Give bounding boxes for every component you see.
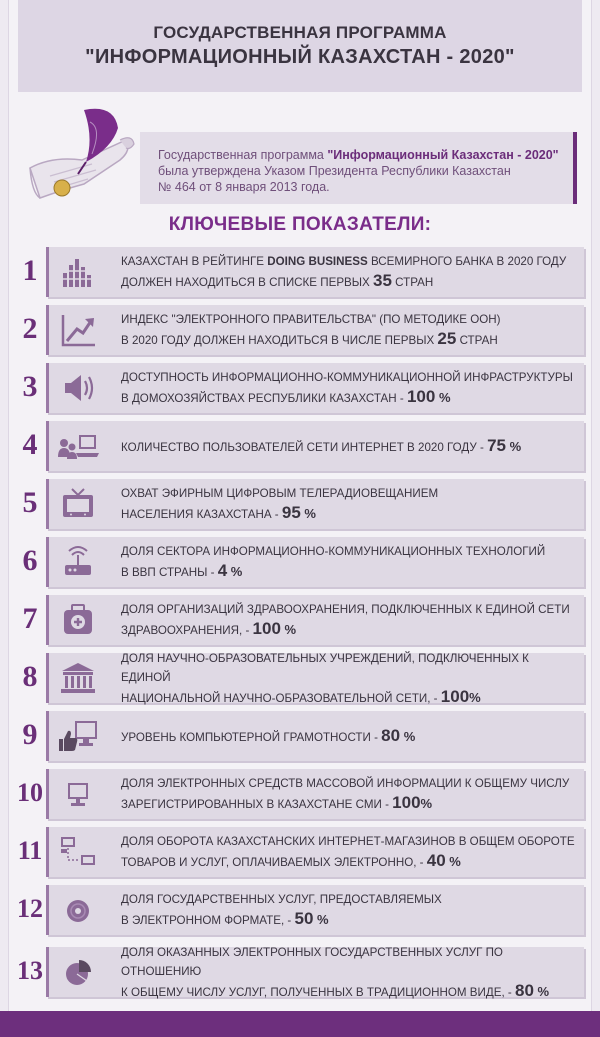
footer-band	[0, 1011, 600, 1037]
router-icon	[57, 543, 99, 581]
indicator-row	[0, 359, 600, 415]
intro-program-name: "Информационный Казахстан - 2020"	[327, 148, 559, 162]
indicator-row	[0, 417, 600, 473]
indicator-value: 25	[437, 329, 457, 348]
indicator-line1: ДОСТУПНОСТЬ ИНФОРМАЦИОННО-КОММУНИКАЦИОННОЙ ИНФРАСТРУКТУРЫ	[121, 371, 573, 384]
indicator-value: 40	[426, 851, 446, 870]
indicator-value: 80	[514, 980, 534, 1000]
indicator-line1: КАЗАХСТАН В РЕЙТИНГЕ	[121, 255, 268, 268]
indicator-text	[121, 363, 581, 413]
indicator-text	[121, 827, 581, 877]
indicator-row	[0, 243, 600, 299]
users-laptop-icon	[57, 427, 99, 465]
indicator-value: 100	[252, 619, 281, 638]
indicator-number: 10	[17, 778, 43, 807]
indicator-text	[121, 769, 581, 819]
indicator-row	[0, 475, 600, 531]
indicator-box	[46, 769, 584, 819]
indicator-box	[46, 247, 584, 297]
indicator-value: 80	[381, 725, 401, 745]
intro-line2: была утверждена Указом Президента Республики Казахстан	[158, 164, 511, 178]
indicator-unit: %	[313, 912, 329, 927]
indicator-text	[121, 247, 581, 297]
indicator-number: 4	[22, 428, 38, 461]
indicator-row	[0, 881, 600, 937]
indicator-value: 95	[281, 503, 301, 522]
indicator-line1: ДОЛЯ ЭЛЕКТРОННЫХ СРЕДСТВ МАССОВОЙ ИНФОРМАЦИИ К ОБЩЕМУ ЧИСЛУ	[121, 777, 570, 790]
indicator-text	[121, 479, 581, 529]
indicator-row	[0, 943, 600, 999]
indicator-number: 5	[22, 486, 38, 519]
indicator-unit: %	[533, 983, 550, 999]
page-title-line1: ГОСУДАРСТВЕННАЯ ПРОГРАММА	[153, 23, 447, 42]
indicator-number: 3	[22, 370, 38, 403]
indicator-line1: ДОЛЯ ГОСУДАРСТВЕННЫХ УСЛУГ, ПРЕДОСТАВЛЯЕМЫХ	[121, 893, 442, 906]
header-banner	[18, 0, 582, 92]
indicator-line1: ДОЛЯ СЕКТОРА ИНФОРМАЦИОННО-КОММУНИКАЦИОННЫХ ТЕХНОЛОГИЙ	[121, 545, 546, 558]
indicator-value: 50	[294, 909, 314, 928]
indicator-text	[121, 537, 581, 587]
page-title-line2: "ИНФОРМАЦИОННЫЙ КАЗАХСТАН - 2020"	[85, 46, 515, 68]
indicator-line2: В 2020 ГОДУ ДОЛЖЕН НАХОДИТЬСЯ В ЧИСЛЕ ПЕРВЫХ	[121, 334, 438, 347]
indicator-number: 8	[22, 660, 38, 693]
indicator-row	[0, 301, 600, 357]
indicator-line2: В ДОМОХОЗЯЙСТВАХ РЕСПУБЛИКИ КАЗАХСТАН -	[121, 392, 407, 405]
indicator-text	[121, 651, 581, 706]
indicator-number: 7	[22, 602, 38, 635]
indicator-box	[46, 595, 584, 645]
indicator-row	[0, 823, 600, 879]
indicator-row	[0, 591, 600, 647]
speaker-icon	[57, 369, 99, 407]
indicator-unit: %	[400, 728, 416, 744]
indicator-box	[46, 945, 584, 1000]
indicator-line1: ДОЛЯ ОРГАНИЗАЦИЙ ЗДРАВООХРАНЕНИЯ, ПОДКЛЮЧЕННЫХ К ЕДИНОЙ СЕТИ	[121, 603, 570, 616]
network-computers-icon	[57, 833, 99, 871]
indicator-row	[0, 533, 600, 589]
quill-scroll-icon	[22, 98, 140, 208]
indicator-line2: В ВВП СТРАНЫ -	[121, 566, 218, 579]
indicator-line2: НАЦИОНАЛЬНОЙ НАУЧНО-ОБРАЗОВАТЕЛЬНОЙ СЕТИ, -	[121, 691, 441, 705]
indicator-line2: ЗДРАВООХРАНЕНИЯ, -	[121, 624, 253, 637]
key-indicators-heading: КЛЮЧЕВЫЕ ПОКАЗАТЕЛИ:	[168, 214, 432, 235]
medical-kit-icon	[57, 601, 99, 639]
trend-arrow-icon	[57, 311, 99, 349]
indicator-unit: %	[469, 689, 481, 705]
indicator-box	[46, 885, 584, 935]
indicator-line1: ДОЛЯ НАУЧНО-ОБРАЗОВАТЕЛЬНЫХ УЧРЕЖДЕНИЙ, ПОДКЛЮЧЕННЫХ К ЕДИНОЙ	[121, 651, 529, 684]
indicator-line1: УРОВЕНЬ КОМПЬЮТЕРНОЙ ГРАМОТНОСТИ -	[121, 730, 382, 744]
indicator-line1-end: ВСЕМИРНОГО БАНКА В 2020 ГОДУ	[367, 255, 567, 268]
indicator-number: 2	[22, 312, 38, 345]
indicator-line2: ДОЛЖЕН НАХОДИТЬСЯ В СПИСКЕ ПЕРВЫХ	[121, 276, 374, 289]
indicator-unit: %	[280, 622, 297, 637]
indicator-unit: %	[300, 506, 316, 521]
indicator-text	[121, 305, 581, 355]
indicator-text	[121, 421, 581, 471]
indicator-box	[46, 711, 584, 761]
indicator-number: 13	[17, 956, 43, 985]
indicator-line1: ИНДЕКС "ЭЛЕКТРОННОГО ПРАВИТЕЛЬСТВА" (ПО МЕТОДИКЕ ООН)	[121, 313, 501, 326]
tv-icon	[57, 485, 99, 523]
monitor-icon	[57, 775, 99, 813]
indicator-row	[0, 765, 600, 821]
indicator-number: 9	[22, 718, 38, 751]
indicator-unit: %	[505, 438, 522, 454]
indicator-value: 100	[406, 387, 436, 406]
indicator-box	[46, 479, 584, 529]
indicator-text	[121, 945, 581, 1000]
indicator-box	[46, 305, 584, 355]
indicator-line2: НАСЕЛЕНИЯ КАЗАХСТАНА -	[121, 508, 282, 521]
indicator-line2: К ОБЩЕМУ ЧИСЛУ УСЛУГ, ПОЛУЧЕННЫХ В ТРАДИЦИОННОМ ВИДЕ, -	[121, 985, 515, 999]
institution-icon	[57, 659, 99, 697]
indicator-box	[46, 363, 584, 413]
indicator-value: 100	[440, 686, 470, 706]
indicator-unit: %	[420, 796, 433, 811]
indicator-line2: ТОВАРОВ И УСЛУГ, ОПЛАЧИВАЕМЫХ ЭЛЕКТРОННО, -	[121, 856, 427, 869]
indicator-row	[0, 707, 600, 763]
indicator-text	[121, 885, 581, 935]
indicator-line1: ДОЛЯ ОБОРОТА КАЗАХСТАНСКИХ ИНТЕРНЕТ-МАГАЗИНОВ В ОБЩЕМ ОБОРОТЕ	[121, 835, 575, 848]
indicator-number: 1	[22, 254, 38, 287]
indicator-value: 35	[373, 271, 392, 290]
indicator-line1: ОХВАТ ЭФИРНЫМ ЦИФРОВЫМ ТЕЛЕРАДИОВЕЩАНИЕМ	[121, 487, 439, 500]
indicator-unit: %	[445, 854, 461, 869]
indicator-text	[121, 711, 581, 761]
indicator-number: 11	[17, 836, 43, 865]
indicator-box	[46, 651, 584, 706]
indicator-number: 6	[22, 544, 38, 577]
indicator-unit: %	[227, 564, 243, 579]
pie-chart-icon	[57, 953, 99, 991]
bar-chart-icon	[57, 253, 99, 291]
indicator-row	[0, 649, 600, 705]
indicator-text	[121, 595, 581, 645]
indicator-number: 12	[17, 894, 43, 923]
doing-business-label: DOING BUSINESS	[267, 255, 368, 268]
indicator-unit: %	[435, 390, 451, 405]
indicator-line1: КОЛИЧЕСТВО ПОЛЬЗОВАТЕЛЕЙ СЕТИ ИНТЕРНЕТ В 2020 ГОДУ -	[121, 440, 488, 454]
thumbs-up-monitor-icon	[57, 717, 99, 755]
indicator-box	[46, 421, 584, 471]
intro-note	[140, 132, 577, 204]
indicator-value: 75	[487, 435, 506, 455]
indicator-value: 100	[392, 793, 421, 812]
indicator-box	[46, 537, 584, 587]
indicator-line1: ДОЛЯ ОКАЗАННЫХ ЭЛЕКТРОННЫХ ГОСУДАРСТВЕННЫХ УСЛУГ ПО ОТНОШЕНИЮ	[121, 945, 503, 978]
indicator-line2: ЗАРЕГИСТРИРОВАННЫХ В КАЗАХСТАНЕ СМИ -	[121, 798, 393, 811]
indicator-box	[46, 827, 584, 877]
disc-icon	[57, 891, 99, 929]
indicator-value: 4	[217, 561, 228, 580]
indicator-unit: СТРАН	[391, 276, 434, 289]
indicator-unit: СТРАН	[456, 334, 498, 347]
indicator-line2: В ЭЛЕКТРОННОМ ФОРМАТЕ, -	[121, 914, 295, 927]
intro-line3: № 464 от 8 января 2013 года.	[158, 180, 330, 194]
intro-prefix: Государственная программа	[158, 148, 328, 162]
